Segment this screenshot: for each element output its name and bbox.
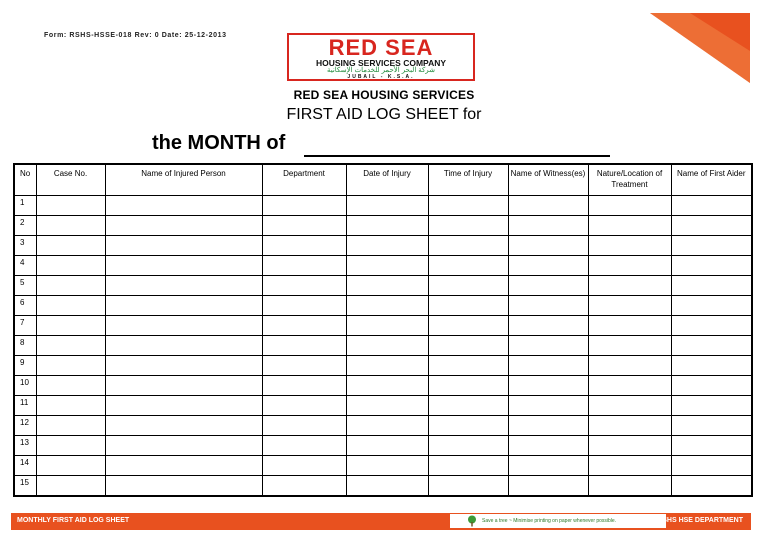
table-cell[interactable] [508, 476, 588, 497]
table-cell[interactable] [508, 236, 588, 256]
table-cell[interactable] [36, 256, 105, 276]
table-cell[interactable] [588, 276, 671, 296]
row-number: 12 [14, 416, 36, 436]
table-cell[interactable] [105, 456, 262, 476]
table-cell[interactable] [428, 356, 508, 376]
table-cell[interactable] [588, 296, 671, 316]
table-cell[interactable] [588, 236, 671, 256]
table-cell[interactable] [36, 336, 105, 356]
table-cell[interactable] [36, 276, 105, 296]
table-cell[interactable] [428, 256, 508, 276]
table-cell[interactable] [428, 456, 508, 476]
company-name: RED SEA HOUSING SERVICES [293, 88, 475, 102]
row-number: 9 [14, 356, 36, 376]
table-cell[interactable] [346, 256, 428, 276]
table-cell[interactable] [428, 416, 508, 436]
table-cell[interactable] [105, 376, 262, 396]
row-number: 7 [14, 316, 36, 336]
table-cell[interactable] [105, 476, 262, 497]
table-cell[interactable] [262, 296, 346, 316]
column-header: Name of Witness(es) [508, 164, 588, 196]
table-cell[interactable] [105, 296, 262, 316]
table-cell[interactable] [508, 256, 588, 276]
table-cell[interactable] [346, 336, 428, 356]
table-cell[interactable] [36, 436, 105, 456]
table-cell[interactable] [588, 256, 671, 276]
logo-location: JUBAIL - K.S.A. [347, 74, 415, 80]
table-row [14, 316, 752, 336]
column-header: Date of Injury [346, 164, 428, 196]
company-logo [287, 33, 475, 81]
table-cell[interactable] [36, 416, 105, 436]
table-cell[interactable] [346, 316, 428, 336]
footer-bar [11, 513, 751, 530]
row-number: 15 [14, 476, 36, 497]
column-header: Case No. [36, 164, 105, 196]
table-cell[interactable] [588, 196, 671, 216]
table-cell[interactable] [346, 196, 428, 216]
table-cell[interactable] [36, 356, 105, 376]
table-cell[interactable] [508, 436, 588, 456]
table-cell[interactable] [508, 276, 588, 296]
table-cell[interactable] [428, 196, 508, 216]
table-cell[interactable] [671, 476, 752, 497]
table-cell[interactable] [671, 196, 752, 216]
table-cell[interactable] [671, 356, 752, 376]
table-cell[interactable] [428, 296, 508, 316]
table-cell[interactable] [671, 336, 752, 356]
table-cell[interactable] [508, 416, 588, 436]
table-cell[interactable] [346, 276, 428, 296]
table-cell[interactable] [105, 196, 262, 216]
table-cell[interactable] [262, 376, 346, 396]
table-cell[interactable] [262, 316, 346, 336]
table-cell[interactable] [508, 216, 588, 236]
month-label: the MONTH of [152, 132, 286, 154]
tree-icon [466, 515, 478, 527]
table-cell[interactable] [262, 256, 346, 276]
table-row [14, 476, 752, 497]
table-cell[interactable] [36, 456, 105, 476]
row-number: 5 [14, 276, 36, 296]
table-row [14, 376, 752, 396]
table-cell[interactable] [262, 236, 346, 256]
table-cell[interactable] [428, 476, 508, 497]
table-cell[interactable] [588, 336, 671, 356]
table-cell[interactable] [346, 476, 428, 497]
row-number: 2 [14, 216, 36, 236]
row-number: 1 [14, 196, 36, 216]
table-cell[interactable] [346, 296, 428, 316]
table-row [14, 236, 752, 256]
table-cell[interactable] [671, 436, 752, 456]
table-cell[interactable] [262, 456, 346, 476]
page-title: FIRST AID LOG SHEET for [286, 106, 482, 123]
table-cell[interactable] [588, 456, 671, 476]
table-row [14, 356, 752, 376]
table-cell[interactable] [36, 236, 105, 256]
table-cell[interactable] [36, 476, 105, 497]
table-cell[interactable] [588, 216, 671, 236]
table-cell[interactable] [428, 396, 508, 416]
table-cell[interactable] [105, 216, 262, 236]
table-cell[interactable] [671, 456, 752, 476]
table-header-row [14, 164, 752, 196]
footer-department: RSHS HSE DEPARTMENT [657, 517, 743, 524]
table-cell[interactable] [346, 356, 428, 376]
table-cell[interactable] [428, 316, 508, 336]
table-cell[interactable] [262, 396, 346, 416]
table-cell[interactable] [262, 356, 346, 376]
table-row [14, 256, 752, 276]
table-cell[interactable] [105, 276, 262, 296]
column-header: Department [262, 164, 346, 196]
table-cell[interactable] [105, 356, 262, 376]
eco-notice [450, 514, 666, 528]
logo-arabic: شركة البحر الأحمر للخدمات الإسكانية [326, 67, 436, 74]
table-cell[interactable] [428, 436, 508, 456]
table-cell[interactable] [508, 396, 588, 416]
table-cell[interactable] [588, 396, 671, 416]
table-cell[interactable] [346, 416, 428, 436]
table-cell[interactable] [588, 476, 671, 497]
table-cell[interactable] [105, 316, 262, 336]
table-cell[interactable] [428, 376, 508, 396]
table-cell[interactable] [36, 316, 105, 336]
logo-name: RED SEA [328, 35, 434, 60]
table-cell[interactable] [105, 416, 262, 436]
table-cell[interactable] [588, 356, 671, 376]
table-cell[interactable] [262, 336, 346, 356]
column-header: Name of First Aider [671, 164, 752, 196]
table-row [14, 196, 752, 216]
table-cell[interactable] [36, 196, 105, 216]
table-cell[interactable] [508, 336, 588, 356]
table-row [14, 276, 752, 296]
table-cell[interactable] [105, 236, 262, 256]
month-input-line[interactable] [304, 155, 610, 157]
table-cell[interactable] [36, 216, 105, 236]
table-cell[interactable] [671, 396, 752, 416]
row-number: 14 [14, 456, 36, 476]
table-cell[interactable] [588, 416, 671, 436]
table-cell[interactable] [508, 376, 588, 396]
row-number: 6 [14, 296, 36, 316]
table-cell[interactable] [262, 196, 346, 216]
column-header: Name of Injured Person [105, 164, 262, 196]
table-cell[interactable] [671, 296, 752, 316]
table-row [14, 296, 752, 316]
table-row [14, 456, 752, 476]
corner-decoration [650, 13, 750, 83]
table-cell[interactable] [36, 396, 105, 416]
table-cell[interactable] [346, 376, 428, 396]
table-cell[interactable] [346, 396, 428, 416]
table-cell[interactable] [428, 336, 508, 356]
row-number: 3 [14, 236, 36, 256]
row-number: 13 [14, 436, 36, 456]
row-number: 11 [14, 396, 36, 416]
table-cell[interactable] [671, 376, 752, 396]
table-cell[interactable] [105, 256, 262, 276]
table-cell[interactable] [262, 476, 346, 497]
row-number: 4 [14, 256, 36, 276]
column-header: No [14, 164, 36, 196]
table-cell[interactable] [508, 316, 588, 336]
table-cell[interactable] [588, 376, 671, 396]
table-cell[interactable] [671, 276, 752, 296]
row-number: 10 [14, 376, 36, 396]
eco-notice-text: Save a tree ~ Minimise printing on paper whenever possible. [482, 518, 617, 524]
table-cell[interactable] [508, 456, 588, 476]
form-reference: Form: RSHS-HSSE-018 Rev: 0 Date: 25-12-2013 [44, 32, 227, 39]
table-row [14, 416, 752, 436]
table-cell[interactable] [105, 396, 262, 416]
footer-title: MONTHLY FIRST AID LOG SHEET [17, 517, 130, 524]
row-number: 8 [14, 336, 36, 356]
table-cell[interactable] [262, 276, 346, 296]
table-cell[interactable] [105, 436, 262, 456]
column-header: Nature/Location of Treatment [588, 164, 671, 196]
table-cell[interactable] [671, 216, 752, 236]
table-cell[interactable] [36, 296, 105, 316]
table-cell[interactable] [671, 416, 752, 436]
table-row [14, 396, 752, 416]
first-aid-log-table [13, 163, 753, 497]
table-cell[interactable] [508, 196, 588, 216]
table-cell[interactable] [262, 416, 346, 436]
table-cell[interactable] [262, 436, 346, 456]
table-row [14, 216, 752, 236]
table-cell[interactable] [428, 216, 508, 236]
table-cell[interactable] [262, 216, 346, 236]
table-cell[interactable] [671, 256, 752, 276]
table-cell[interactable] [346, 236, 428, 256]
table-cell[interactable] [428, 236, 508, 256]
table-cell[interactable] [671, 236, 752, 256]
table-cell[interactable] [346, 216, 428, 236]
table-cell[interactable] [671, 316, 752, 336]
table-row [14, 436, 752, 456]
table-cell[interactable] [428, 276, 508, 296]
table-cell[interactable] [346, 436, 428, 456]
table-cell[interactable] [508, 296, 588, 316]
column-header: Time of Injury [428, 164, 508, 196]
table-row [14, 336, 752, 356]
logo-subtitle: HOUSING SERVICES COMPANY [315, 58, 447, 68]
table-cell[interactable] [588, 316, 671, 336]
table-cell[interactable] [346, 456, 428, 476]
table-cell[interactable] [36, 376, 105, 396]
table-cell[interactable] [588, 436, 671, 456]
table-cell[interactable] [508, 356, 588, 376]
table-cell[interactable] [105, 336, 262, 356]
